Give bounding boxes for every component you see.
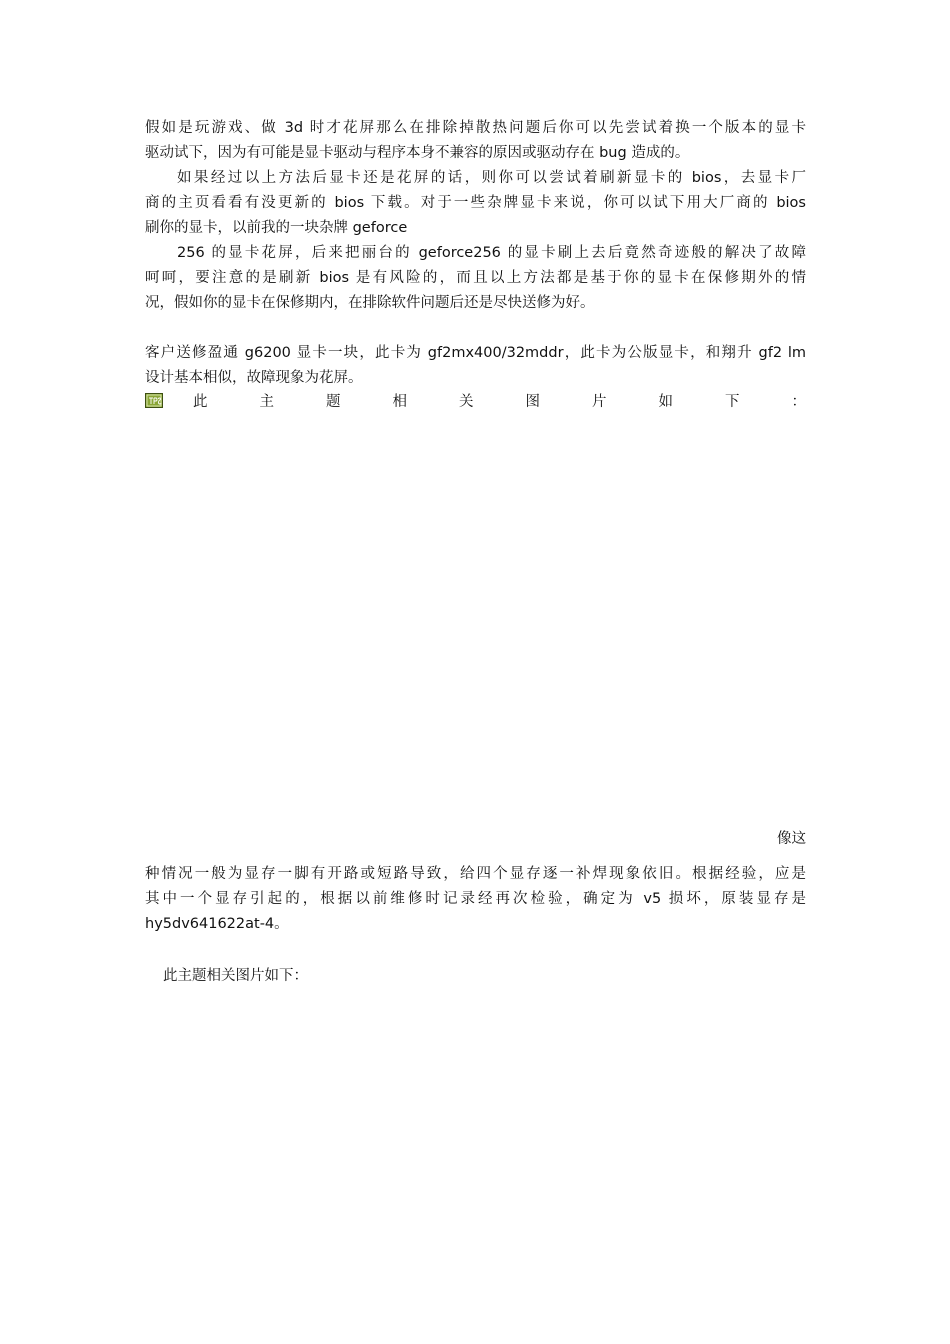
tps-image-icon	[145, 393, 163, 408]
paragraph-1-line-1: 假如是玩游戏、做 3d 时才花屏那么在排除掉散热问题后你可以先尝试着换一个版本的显卡	[145, 120, 806, 136]
image-area-1	[145, 420, 806, 820]
paragraph-2-line-4: 256 的显卡花屏，后来把丽台的 geforce256 的显卡刷上去后竟然奇迹般的解决了故障	[177, 245, 806, 261]
paragraph-1-line-2: 驱动试下，因为有可能是显卡驱动与程序本身不兼容的原因或驱动存在 bug 造成的。	[145, 145, 690, 161]
paragraph-2-line-6: 况，假如你的显卡在保修期内，在排除软件问题后还是尽快送修为好。	[145, 295, 595, 311]
paragraph-4-line-2: 种情况一般为显存一脚有开路或短路导致，给四个显存逐一补焊现象依旧。根据经验，应是	[145, 866, 806, 882]
paragraph-2-line-3: 刷你的显卡，以前我的一块杂牌 geforce	[145, 220, 408, 236]
paragraph-4-line-3: 其中一个显存引起的，根据以前维修时记录经再次检验，确定为 v5 损坏，原装显存是	[145, 891, 806, 907]
paragraph-4-line-1: 像这	[777, 831, 806, 847]
paragraph-2-line-2: 商的主页看看有没更新的 bios 下载。对于一些杂牌显卡来说，你可以试下用大厂商的 bios	[145, 195, 806, 211]
paragraph-3-line-2: 设计基本相似，故障现象为花屏。	[145, 370, 363, 386]
paragraph-4-line-4: hy5dv641622at-4。	[145, 916, 289, 932]
caption-1-text: 此主题相关图片如下：	[193, 394, 806, 410]
paragraph-2-line-5: 呵呵，要注意的是刷新 bios 是有风险的，而且以上方法都是基于你的显卡在保修期外的情	[145, 270, 806, 286]
image-caption-2: 此主题相关图片如下：	[163, 968, 308, 984]
paragraph-2-line-1: 如果经过以上方法后显卡还是花屏的话，则你可以尝试着刷新显卡的 bios，去显卡厂	[177, 170, 806, 186]
image-area-2	[145, 995, 806, 1295]
image-caption-1	[145, 390, 806, 415]
paragraph-3-line-1: 客户送修盈通 g6200 显卡一块，此卡为 gf2mx400/32mddr，此卡为公版显卡，和翔升 gf2 lm	[145, 345, 806, 361]
